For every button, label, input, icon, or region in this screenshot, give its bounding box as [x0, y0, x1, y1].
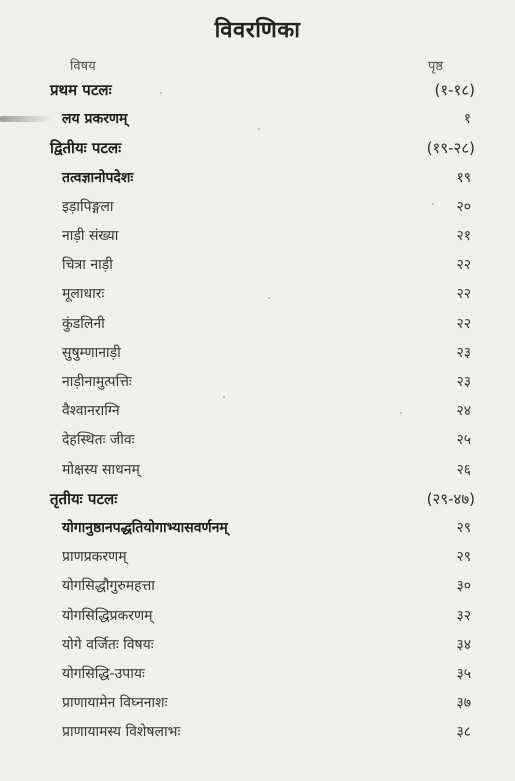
- entry-title: योगानुष्ठानपद्धतियोगाभ्यासवर्णनम्: [62, 520, 228, 536]
- entry-page-number: ३७: [456, 695, 471, 712]
- toc-entry-row: [0, 664, 515, 690]
- entry-page-number: २२: [456, 315, 471, 332]
- entry-page-number: १९: [456, 169, 471, 186]
- toc-entry-row: [0, 197, 515, 223]
- entry-page-number: २९: [456, 549, 471, 566]
- section-title: तृतीयः पटलः: [50, 489, 118, 508]
- section-page-range: (२९-४७): [426, 489, 475, 508]
- toc-entry-row: [0, 693, 515, 719]
- entry-page-number: ३०: [456, 578, 471, 595]
- page-title: विवरणिका: [214, 18, 301, 43]
- toc-entry-row: [0, 518, 515, 544]
- toc-entry-row: [0, 255, 515, 281]
- toc-entry-row: [0, 226, 515, 252]
- entry-page-number: २१: [456, 228, 471, 244]
- entry-title: योगसिद्धि-उपायः: [62, 666, 145, 682]
- toc-entry-row: [0, 430, 515, 456]
- entry-page-number: २२: [456, 286, 471, 303]
- entry-title: सुषुम्णानाड़ी: [62, 344, 121, 361]
- entry-title: वैश्वानराग्नि: [62, 403, 120, 420]
- section-title: प्रथम पटलः: [50, 81, 112, 99]
- entry-page-number: ३५: [456, 666, 471, 682]
- entry-title: योगसिद्धौगुरुमहत्ता: [62, 578, 155, 595]
- entry-title: कुंडलिनी: [62, 315, 105, 332]
- toc-entry-row: [0, 168, 515, 194]
- page-column-header: पृष्ठ: [428, 59, 444, 74]
- section-page-range: (१-१८): [434, 81, 475, 99]
- section-page-range: (१९-२८): [426, 139, 475, 158]
- entry-title: तत्वज्ञानोपदेशः: [62, 169, 134, 186]
- entry-page-number: २३: [456, 374, 471, 390]
- entry-title: प्राणायामेन विघ्ननाशः: [62, 695, 168, 712]
- entry-page-number: ३४: [456, 636, 471, 653]
- subject-column-header: विषय: [70, 59, 96, 74]
- entry-title: नाड़ी संख्या: [62, 228, 119, 244]
- entry-page-number: २९: [456, 520, 471, 536]
- entry-page-number: २५: [456, 432, 471, 449]
- toc-entry-row: [0, 722, 515, 748]
- entry-title: प्राणप्रकरणम्: [62, 549, 127, 566]
- toc-entry-row: [0, 576, 515, 602]
- entry-title: योगसिद्धिप्रकरणम्: [62, 607, 153, 624]
- toc-entry-row: [0, 635, 515, 661]
- entry-title: लय प्रकरणम्: [62, 111, 128, 128]
- entry-title: नाड़ीनामुत्पत्तिः: [62, 374, 132, 390]
- toc-entry-row: [0, 547, 515, 573]
- toc-section-row: [0, 138, 515, 164]
- entry-page-number: १: [463, 111, 471, 128]
- entry-title: मूलाधारः: [62, 286, 105, 303]
- toc-entry-row: [0, 460, 515, 486]
- entry-title: प्राणायामस्य विशेषलाभः: [62, 724, 181, 741]
- entry-page-number: २४: [456, 403, 471, 420]
- toc-entry-row: [0, 343, 515, 369]
- entry-page-number: ३२: [456, 607, 471, 624]
- entry-page-number: २०: [456, 198, 471, 215]
- entry-title: मोक्षस्य साधनम्: [62, 461, 140, 478]
- entry-page-number: २३: [456, 344, 471, 361]
- toc-entry-row: [0, 372, 515, 398]
- entry-title: इड़ापिङ्गला: [62, 198, 114, 215]
- toc-entry-row: [0, 401, 515, 427]
- section-title: द्वितीयः पटलः: [50, 139, 122, 158]
- entry-title: योगे वर्जितः विषयः: [62, 636, 154, 653]
- toc-entry-row: [0, 284, 515, 310]
- toc-section-row: [0, 80, 515, 106]
- toc-entry-row: [0, 606, 515, 632]
- toc-section-row: [0, 489, 515, 515]
- entry-title: देहस्थितः जीवः: [62, 432, 135, 449]
- entry-page-number: ३८: [456, 724, 471, 741]
- entry-page-number: २२: [456, 257, 471, 274]
- entry-title: चित्रा नाड़ी: [62, 257, 113, 274]
- toc-entry-row: [0, 109, 515, 135]
- entry-page-number: २६: [456, 461, 471, 478]
- toc-entry-row: [0, 314, 515, 340]
